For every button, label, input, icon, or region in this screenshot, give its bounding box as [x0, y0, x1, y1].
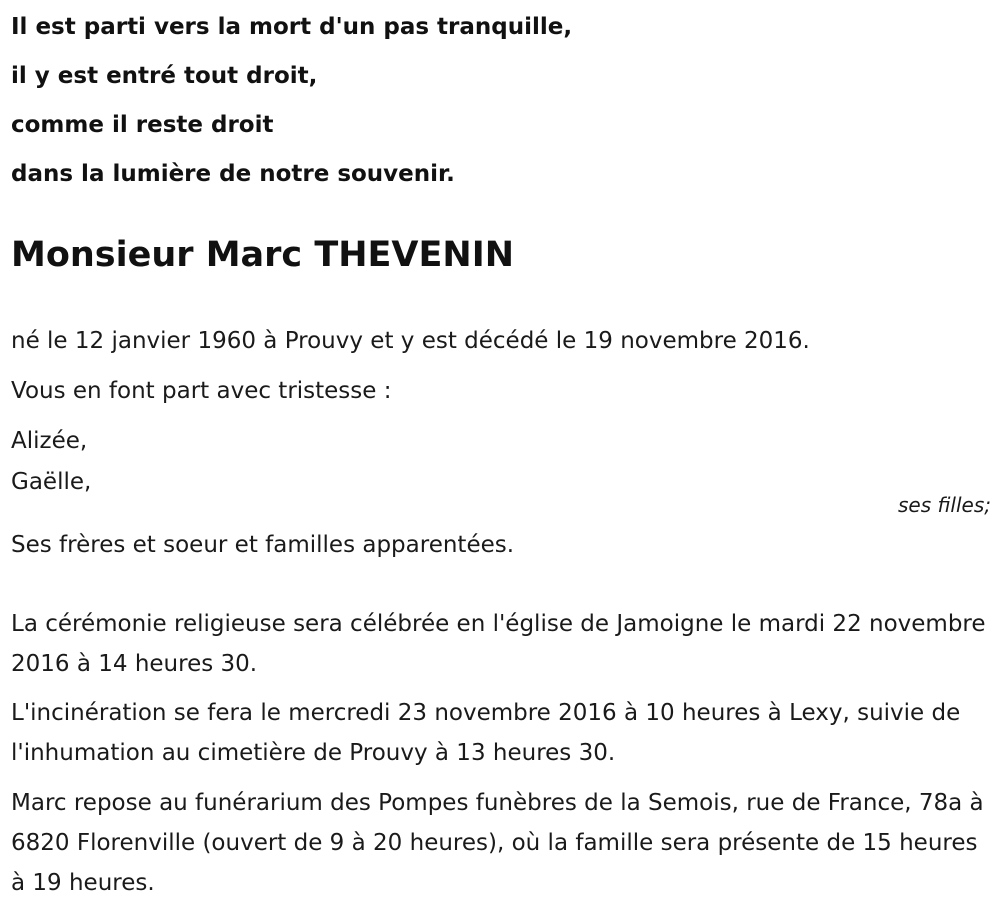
- poem-line-2: il y est entré tout droit,: [11, 63, 318, 89]
- family-member-gaelle: Gaëlle,: [11, 469, 92, 495]
- siblings-line: Ses frères et soeur et familles apparentées.: [11, 532, 515, 558]
- poem-line-1: Il est parti vers la mort d'un pas tranquille,: [11, 14, 573, 40]
- ceremony-paragraph: La cérémonie religieuse sera célébrée en l'église de Jamoigne le mardi 22 novembre 2016 à 14 heures 30.: [11, 611, 986, 677]
- poem-line-4: dans la lumière de notre souvenir.: [11, 161, 455, 187]
- family-member-alizee: Alizée,: [11, 428, 88, 454]
- announcement-line: Vous en font part avec tristesse :: [11, 378, 392, 404]
- daughters-role-label: ses filles;: [898, 493, 991, 517]
- birth-death-line: né le 12 janvier 1960 à Prouvy et y est décédé le 19 novembre 2016.: [11, 328, 810, 354]
- poem-line-3: comme il reste droit: [11, 112, 274, 138]
- deceased-name: Monsieur Marc THEVENIN: [11, 235, 515, 275]
- cremation-paragraph: L'incinération se fera le mercredi 23 novembre 2016 à 10 heures à Lexy, suivie de l'inhumation au cimetière de Prouvy à 13 heures 30.: [11, 700, 961, 766]
- funeral-home-paragraph: Marc repose au funérarium des Pompes funèbres de la Semois, rue de France, 78a à 6820 Florenville (ouvert de 9 à 20 heures), où la famille sera présente de 15 heures à 19 heures.: [11, 790, 984, 896]
